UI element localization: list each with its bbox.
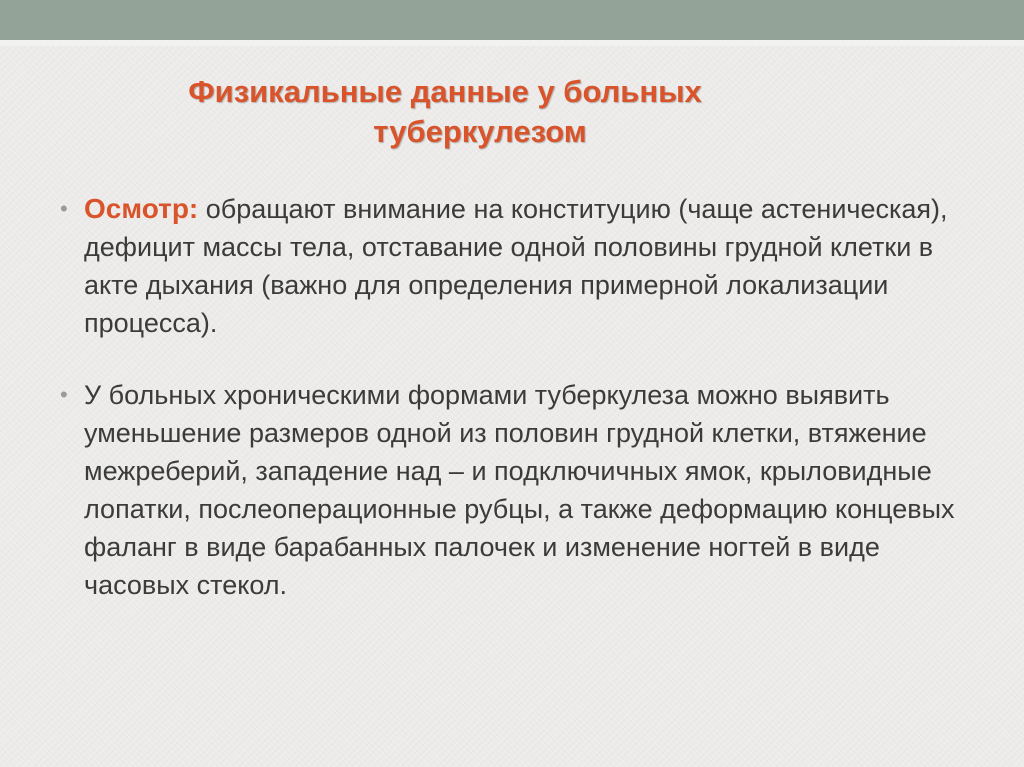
slide-title	[0, 72, 890, 152]
slide-content	[60, 190, 990, 604]
bullet-lead-examination: Осмотр:	[84, 193, 199, 224]
slide-title-line-2: туберкулезом	[373, 114, 587, 149]
top-band	[0, 0, 1024, 40]
bullet-chronic-forms	[60, 376, 990, 604]
bullet-marker: •	[60, 382, 68, 407]
bullet-marker: •	[60, 196, 68, 221]
top-band-divider	[0, 40, 1024, 46]
slide-title-line-1: Физикальные данные у больных	[188, 74, 702, 109]
bullet-examination	[60, 190, 990, 342]
bullet-text-examination: обращают внимание на конституцию (чаще астеническая), дефицит массы тела, отставание одной половины грудной клетки в акте дыхания (важно для определения примерной локализации процесса).	[84, 194, 948, 338]
bullet-text-chronic-forms: У больных хроническими формами туберкулеза можно выявить уменьшение размеров одной из половин грудной клетки, втяжение межреберий, западение над – и подключичных ямок, крыловидные лопатки, послеоперационные рубцы, а также деформацию концевых фаланг в виде барабанных палочек и изменение ногтей в виде часовых стекол.	[84, 380, 955, 600]
